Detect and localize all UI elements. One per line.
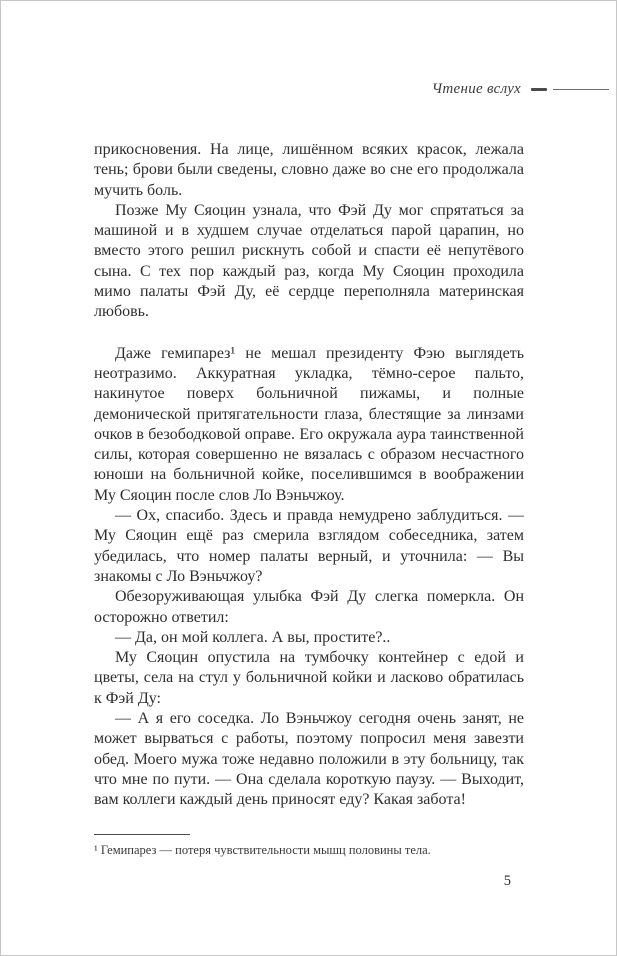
body-text — [94, 140, 524, 811]
paragraph: прикосновения. На лице, лишённом всяких красок, лежала тень; брови были сведены, словно даже во сне его продолжала мучить боль. — [94, 141, 524, 199]
running-header — [94, 81, 609, 98]
paragraph: Позже Му Сяоцин узнала, что Фэй Ду мог спрятаться за машиной и в худшем случае отделаться парой царапин, но вместо этого решил рискнуть собой и спасти её непутёвого сына. С тех пор каждый раз, когда Му Сяоцин проходила мимо палаты Фэй Ду, её сердце переполняла материнская любовь. — [94, 201, 524, 321]
header-ornament-dash — [531, 88, 547, 91]
paragraph: — Да, он мой коллега. А вы, простите?.. — [115, 628, 391, 646]
paragraph: — Ох, спасибо. Здесь и правда немудрено заблудиться. — Му Сяоцин ещё раз смерила взглядом собеседника, затем убедилась, что номер палаты верный, и уточнила: — Вы знакомы с Ло Вэньчжоу? — [94, 507, 524, 585]
header-ornament-rule — [553, 89, 609, 90]
footnote: ¹ Гемипарез — потеря чувствительности мышц половины тела. — [94, 843, 431, 857]
running-header-title: Чтение вслух — [431, 81, 521, 97]
page-number: 5 — [503, 873, 511, 889]
paragraph: Даже гемипарез¹ не мешал президенту Фэю выглядеть неотразимо. Аккуратная укладка, тёмно-серое пальто, накинутое поверх больничной пижамы, и полные демонической притягательности глаза, блестящие за линзами очков в безободковой оправе. Его окружала аура таинственной силы, которая совершенно не вязалась с образом несчастного юноши на больничной койке, поселившимся в воображении Му Сяоцин после слов Ло Вэньчжоу. — [94, 344, 524, 504]
footnote-divider — [94, 834, 190, 835]
paragraph: Обезоруживающая улыбка Фэй Ду слегка померкла. Он осторожно ответил: — [94, 588, 524, 626]
paragraph: — А я его соседка. Ло Вэньчжоу сегодня очень занят, не может вырваться с работы, поэтому попросил меня завезти обед. Моего мужа тоже недавно положили в эту больницу, так что мне по пути. — Она сделала короткую паузу. — Выходит, вам коллеги каждый день приносят еду? Какая забота! — [94, 710, 524, 809]
paragraph: Му Сяоцин опустила на тумбочку контейнер с едой и цветы, села на стул у больничной койки и ласково обратилась к Фэй Ду: — [94, 649, 524, 707]
